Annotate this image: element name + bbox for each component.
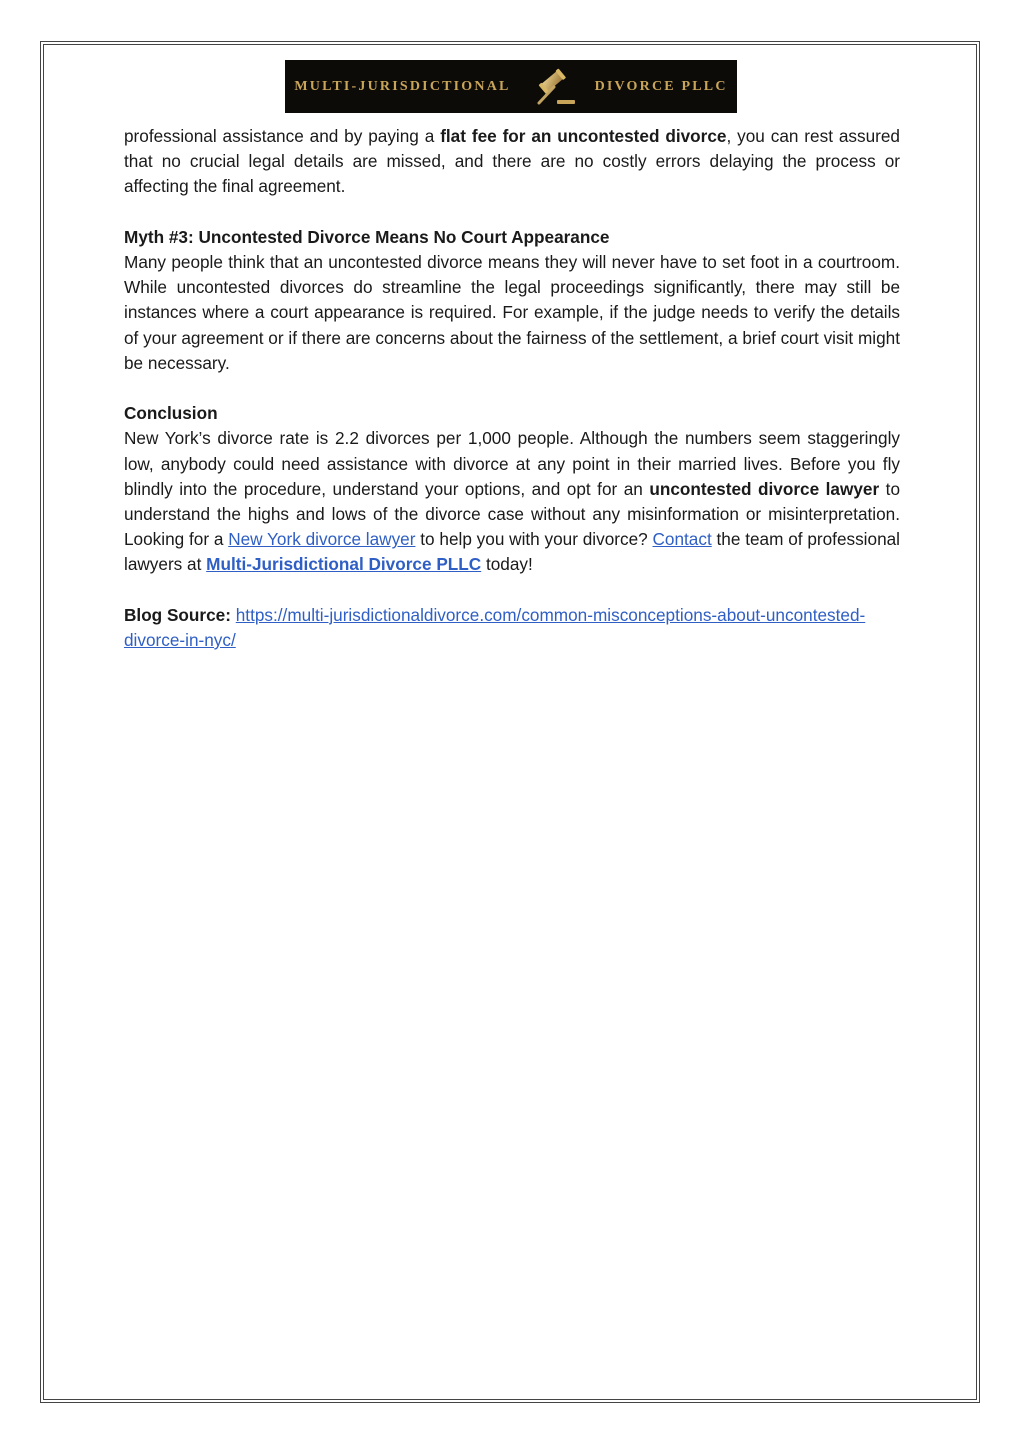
conclusion-text-3: to help you with your divorce? [415,529,653,550]
gavel-icon [531,67,581,107]
myth3-paragraph: Many people think that an uncontested divorce means they will never have to set foot in a courtroom. While uncontested divorces do streamline the legal proceedings significantly, there may still be instances where a court appearance is required. For example, if the judge needs to verify the details of your agreement or if there are concerns about the fairness of the settlement, a brief court visit might be necessary. [124,252,900,373]
new-york-divorce-lawyer-link[interactable]: New York divorce lawyer [228,529,416,550]
firm-name-link[interactable]: Multi-Jurisdictional Divorce PLLC [206,554,482,575]
intro-bold-phrase: flat fee for an uncontested divorce [440,126,727,146]
document-body [124,124,900,653]
conclusion-text-4: the team of professional lawyers at [124,529,901,575]
conclusion-bold-phrase: uncontested divorce lawyer [649,478,880,499]
logo-left-text: MULTI-JURISDICTIONAL [294,78,511,94]
blog-source-url-link[interactable]: https://multi-jurisdictionaldivorce.com/common-misconceptions-about-uncontested-divorce-in-nyc/ [124,604,866,651]
contact-link[interactable]: Contact [652,529,712,550]
conclusion-heading: Conclusion [124,403,218,424]
intro-text-2: , you can rest assured that no crucial legal details are missed, and there are no costly errors delaying the process or affecting the final agreement. [124,126,900,197]
logo-right-text: DIVORCE PLLC [594,78,728,94]
blog-source-label: Blog Source: [124,604,231,625]
company-logo [285,60,737,113]
conclusion-text-1: New York’s divorce rate is 2.2 divorces per 1,000 people. Although the numbers seem staggeringly low, anybody could need assistance with divorce at any point in their married lives. Before you fly blindly into the procedure, understand your options, and opt for an [124,428,900,499]
intro-paragraph [124,124,900,200]
myth3-heading: Myth #3: Uncontested Divorce Means No Court Appearance [124,226,610,247]
conclusion-text-2: to understand the highs and lows of the divorce case without any misinformation or misinterpretation. Looking for a [124,478,901,550]
conclusion-text-5: today! [481,554,533,575]
intro-text-1: professional assistance and by paying a [124,126,441,146]
blog-source [124,603,900,653]
conclusion-paragraph [124,426,900,577]
